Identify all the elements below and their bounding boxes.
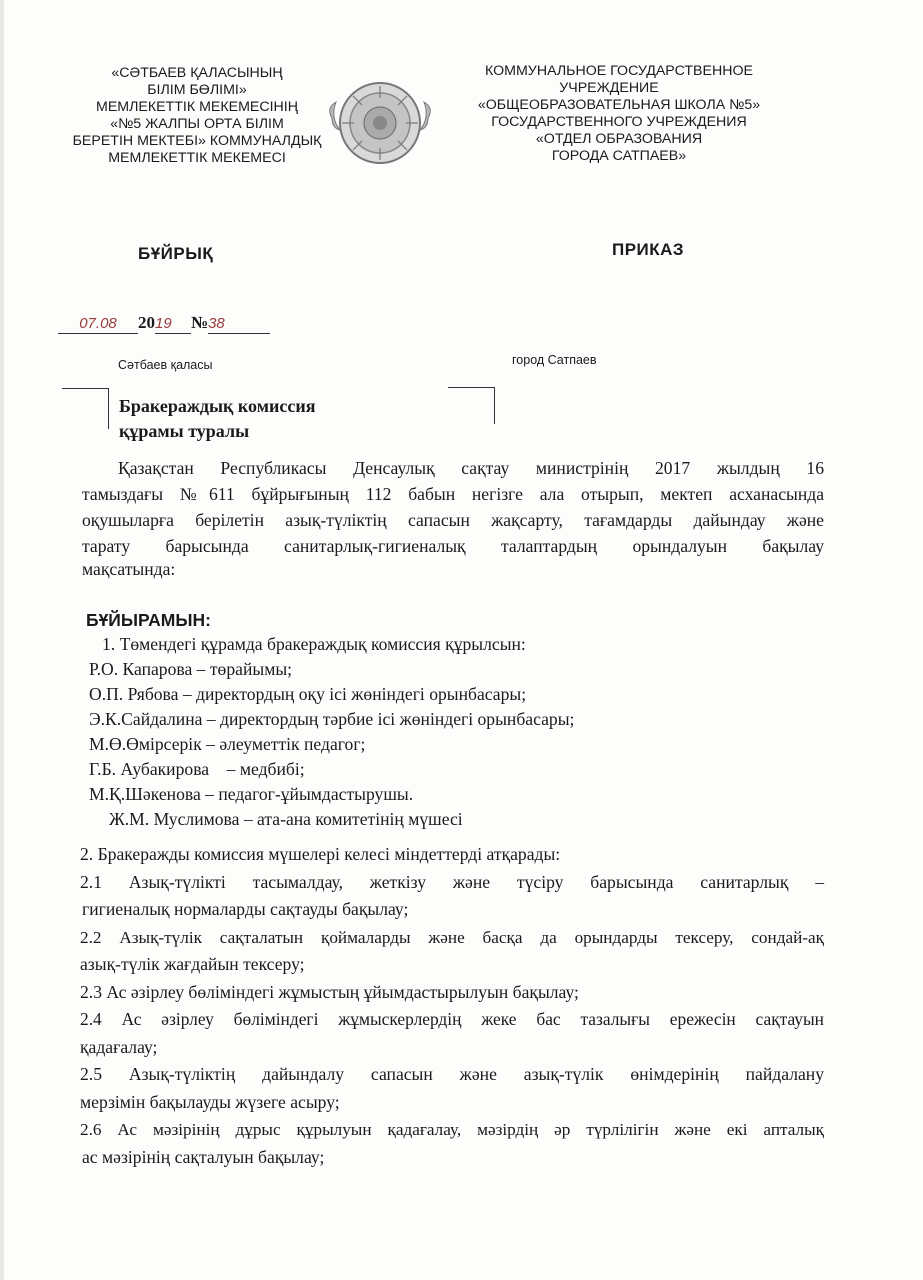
subject-line: құрамы туралы [119,421,250,441]
member-line: О.П. Рябова – директордың оқу ісі жөніндегі орынбасары; [89,684,527,704]
order-number: 38 [208,315,225,332]
preamble-line: тамыздағы №611 бұйрығының 112 бабын негізге ала отырып, мектеп асханасында [82,484,824,504]
header-right-line: «ОТДЕЛ ОБРАЗОВАНИЯ [535,131,703,147]
header-right-line: ГОСУДАРСТВЕННОГО УЧРЕЖДЕНИЯ [491,114,747,130]
subject-line: Бракераждық комиссия [119,396,316,416]
preamble-line: мақсатында: [82,559,176,579]
order-word: БҰЙЫРАМЫН: [86,610,211,630]
member-line: М.Ө.Өмірсерік – әлеуметтік педагог; [89,734,366,754]
member-line: Г.Б. Аубакирова – медбибі; [89,759,305,779]
order-subject [119,394,315,444]
subject-bracket-left [62,388,109,429]
scan-edge [0,0,4,1280]
preamble-line: оқушыларға берілетін азық-түліктің сапасын жақсарту, тағамдарды дайындау және [82,510,824,530]
header-right-line: УЧРЕЖДЕНИЕ [559,80,659,96]
header-left-line: «№5 ЖАЛПЫ ОРТА БІЛІМ [110,116,284,132]
item-1-heading: 1. Төмендегі құрамда бракераждық комиссия құрылсын: [102,634,526,654]
duty-line: 2.2 Азық-түлік сақталатын қоймаларды және басқа да орындарды тексеру, сондай-ақ [80,927,824,947]
place-kazakh: Сәтбаев қаласы [118,358,213,372]
duty-line: гигиеналық нормаларды сақтауды бақылау; [82,899,409,919]
order-date: 07.08 [79,315,117,332]
order-year: 19 [155,315,172,332]
member-line: М.Қ.Шәкенова – педагог-ұйымдастырушы. [89,784,414,804]
header-left-line: БЕРЕТІН МЕКТЕБІ» КОММУНАЛДЫҚ [72,133,322,149]
header-left-line: МЕМЛЕКЕТТІК МЕКЕМЕСІНІҢ [96,99,298,115]
header-right-line: «ОБЩЕОБРАЗОВАТЕЛЬНАЯ ШКОЛА №5» [477,97,761,113]
header-right-line: ГОРОДА САТПАЕВ» [551,148,687,164]
subject-bracket-right [448,387,495,424]
preamble-line: тарату барысында санитарлық-гигиеналық талаптардың орындалуын бақылау [82,536,824,556]
item-2 [80,841,824,1171]
duty-line: азық-түлік жағдайын тексеру; [80,954,305,974]
member-line: Ж.М. Муслимова – ата-ана комитетінің мүшесі [109,809,463,829]
preamble [82,455,824,579]
duty-line: 2.6 Ас мәзірінің дұрыс құрылуын қадағалау, мәзірдің әр түрлілігін және екі апталық [80,1120,824,1139]
header-left-line: МЕМЛЕКЕТТІК МЕКЕМЕСІ [108,150,286,166]
duty-line: 2.3 Ас әзірлеу бөліміндегі жұмыстың ұйымдастырылуын бақылау; [80,981,579,1002]
header-kazakh [52,65,342,167]
duty-line: ас мәзірінің сақталуын бақылау; [82,1146,325,1167]
year-prefix: 20 [138,313,155,332]
state-emblem-icon [322,78,438,168]
duty-line: 2.1 Азық-түлікті тасымалдау, жеткізу және түсіру барысында санитарлық – [80,871,824,892]
duty-line: 2.5 Азық-түліктің дайындалу сапасын және азық-түлік өнімдерінің пайдалану [80,1064,824,1084]
duty-line: 2.4 Ас әзірлеу бөліміндегі жұмыскерлердің жеке бас тазалығы ережесін сақтауын [80,1009,824,1029]
preamble-line: Қазақстан Республикасы Денсаулық сақтау министрінің 2017 жылдың 16 [118,458,824,478]
item-2-heading: 2. Бракеражды комиссия мүшелері келесі міндеттерді атқарады: [80,844,561,864]
header-left-line: «СӘТБАЕВ ҚАЛАСЫНЫҢ [111,65,283,81]
place-russian: город Сатпаев [512,353,597,367]
duty-line: мерзімін бақылауды жүзеге асыру; [80,1091,340,1112]
title-kazakh: БҰЙРЫҚ [138,244,214,263]
item-1 [89,632,574,832]
number-prefix: № [191,313,209,332]
order-date-number [58,313,270,334]
title-russian: ПРИКАЗ [612,240,685,259]
header-left-line: БІЛІМ БӨЛІМІ» [147,82,247,98]
member-line: Р.О. Капарова – төрайымы; [89,659,293,679]
member-line: Э.К.Сайдалина – директордың тәрбие ісі жөніндегі орынбасары; [89,709,575,729]
header-right-line: КОММУНАЛЬНОЕ ГОСУДАРСТВЕННОЕ [485,63,753,79]
duty-line: қадағалау; [80,1036,158,1057]
header-russian [448,63,790,165]
